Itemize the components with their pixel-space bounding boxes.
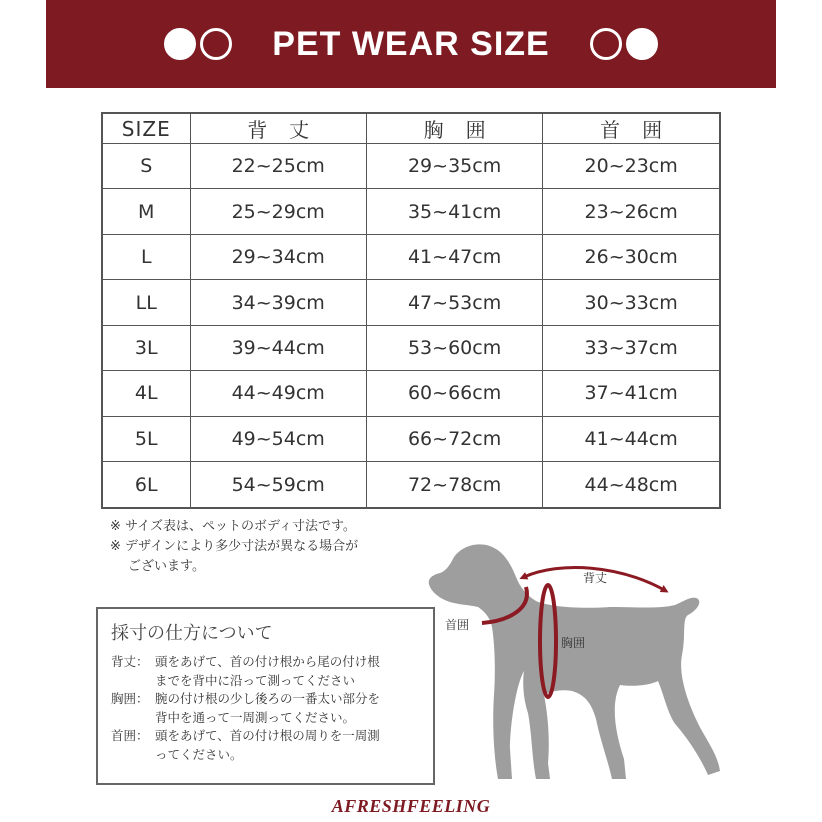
table-row: [102, 280, 720, 325]
measurement-cell: 20~23cm: [543, 144, 720, 189]
measurement-cell: 35~41cm: [366, 189, 542, 234]
guide-item-chest: [111, 690, 427, 727]
measurement-cell: 47~53cm: [366, 280, 542, 325]
size-cell: 6L: [102, 462, 190, 508]
brand-logo-text: AFRESHFEELING: [331, 796, 491, 816]
size-cell: 3L: [102, 325, 190, 370]
filled-circle-icon: [164, 28, 196, 60]
dog-measurement-diagram: [420, 535, 720, 785]
table-row: [102, 325, 720, 370]
measurement-cell: 33~37cm: [543, 325, 720, 370]
header-neck: 首囲: [543, 113, 720, 144]
guide-item-back: [111, 653, 427, 690]
guide-label: 胸囲：: [111, 691, 149, 706]
measurement-cell: 44~48cm: [543, 462, 720, 508]
guide-text: 頭をあげて、首の付け根の周りを一周測: [155, 728, 380, 743]
guide-text: までを背中に沿って測ってください: [155, 672, 356, 688]
guide-item-neck: [111, 727, 427, 764]
measurement-cell: 53~60cm: [366, 325, 542, 370]
measurement-cell: 29~35cm: [366, 144, 542, 189]
filled-circle-icon: [626, 28, 658, 60]
table-row: [102, 189, 720, 234]
measurement-cell: 66~72cm: [366, 416, 542, 461]
note-line: ※ デザインにより多少寸法が異なる場合が: [110, 539, 359, 554]
table-body: [102, 144, 720, 509]
size-table: [101, 112, 721, 509]
measuring-guide-body: [111, 653, 427, 764]
measurement-cell: 22~25cm: [190, 144, 366, 189]
size-cell: L: [102, 234, 190, 279]
measuring-guide-title: 採寸の仕方について: [111, 623, 273, 644]
neck-label: 首囲: [445, 618, 470, 632]
measurement-cell: 29~34cm: [190, 234, 366, 279]
measuring-guide-box: [96, 607, 435, 785]
page-title: PET WEAR SIZE: [272, 24, 550, 63]
measurement-cell: 26~30cm: [543, 234, 720, 279]
measurement-cell: 49~54cm: [190, 416, 366, 461]
measurement-cell: 41~44cm: [543, 416, 720, 461]
decor-dots-right: [590, 28, 658, 60]
decor-dots-left: [164, 28, 232, 60]
size-cell: 5L: [102, 416, 190, 461]
guide-text: ってください。: [155, 746, 243, 762]
hollow-circle-icon: [200, 28, 232, 60]
table-header-row: [102, 113, 720, 144]
size-cell: S: [102, 144, 190, 189]
table-row: [102, 371, 720, 416]
table-row: [102, 144, 720, 189]
measurement-cell: 72~78cm: [366, 462, 542, 508]
note-line: ※ サイズ表は、ペットのボディ寸法です。: [110, 519, 356, 534]
header-size: SIZE: [102, 113, 190, 144]
header-chest: 胸囲: [366, 113, 542, 144]
measurement-cell: 41~47cm: [366, 234, 542, 279]
guide-text: 腕の付け根の少し後ろの一番太い部分を: [155, 691, 381, 706]
measurement-cell: 39~44cm: [190, 325, 366, 370]
hollow-circle-icon: [590, 28, 622, 60]
size-cell: M: [102, 189, 190, 234]
dog-silhouette-icon: [429, 544, 720, 779]
measurement-cell: 23~26cm: [543, 189, 720, 234]
chest-label: 胸囲: [561, 636, 586, 650]
guide-label: 背丈：: [111, 654, 149, 669]
guide-text: 頭をあげて、首の付け根から尾の付け根: [155, 654, 380, 669]
table-row: [102, 416, 720, 461]
note-line: ございます。: [128, 559, 205, 574]
measurement-cell: 37~41cm: [543, 371, 720, 416]
header-banner: [46, 0, 776, 88]
header-back-length: 背丈: [190, 113, 366, 144]
guide-label: 首囲：: [111, 728, 149, 743]
measurement-cell: 25~29cm: [190, 189, 366, 234]
measurement-cell: 34~39cm: [190, 280, 366, 325]
size-notes: [110, 517, 358, 577]
table-row: [102, 234, 720, 279]
measurement-cell: 60~66cm: [366, 371, 542, 416]
measurement-cell: 44~49cm: [190, 371, 366, 416]
table-row: [102, 462, 720, 508]
back-length-label: 背丈: [583, 571, 608, 585]
measurement-cell: 30~33cm: [543, 280, 720, 325]
measurement-cell: 54~59cm: [190, 462, 366, 508]
size-cell: LL: [102, 280, 190, 325]
size-cell: 4L: [102, 371, 190, 416]
guide-text: 背中を通って一周測ってください。: [155, 709, 356, 725]
